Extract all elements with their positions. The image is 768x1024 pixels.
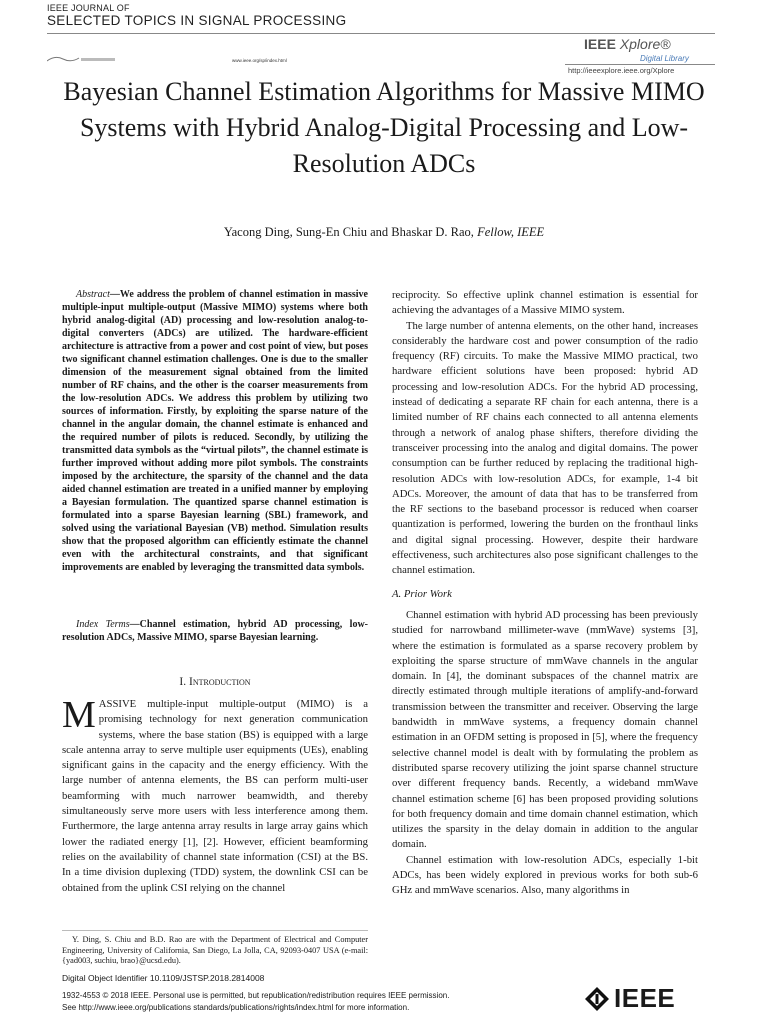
abstract	[62, 288, 368, 574]
signal-processing-society-logo	[47, 55, 117, 63]
xplore-brand: IEEE	[584, 36, 616, 52]
ieee-diamond-logo-icon	[584, 986, 610, 1012]
drop-cap: M	[62, 694, 96, 736]
journal-title: SELECTED TOPICS IN SIGNAL PROCESSING	[47, 13, 347, 28]
abstract-text: —We address the problem of channel estimation in massive multiple-input multiple-output (Massive MIMO) systems where both hybrid analog-digital (AD) processing and low-resolution analog-to-digital converters (ADCs) are utilized. The hardware-efficient architecture is attractive from a power and cost point of view, but poses two significant channel estimation challenges. One is due to the smaller dimension of the measurement signal obtained from the limited number of RF chains, and the other is the coarser measurements from the low-resolution ADCs. We address this problem by utilizing two sources of information. Firstly, by exploiting the sparse nature of the channel in the angular domain, the channel estimate is enhanced and the required number of pilots is reduced. Secondly, by utilizing the transmitted data symbols as the “virtual pilots”, the channel estimate is further improved without adding more pilot symbols. The constraints imposed by the architecture, the sparsity of the channel and the data aided channel estimation are treated in a unified manner by employing a Bayesian formulation. The quantized sparse channel estimation is formulated into a sparse Bayesian learning (SBL) framework, and solved using the variational Bayesian (VB) method. Simulation results show that the proposed algorithm can efficiently estimate the channel even with the architectural constraints, and that significant improvements are enabled by leveraging the transmitted data symbols.	[62, 289, 368, 573]
author-affiliation-footnote: Y. Ding, S. Chiu and B.D. Rao are with the Department of Electrical and Computer Engineering, University of California, San Diego, La Jolla, CA, 92093-0407 USA (e-mail: {yad003, suchiu, brao}@ucsd.edu).	[62, 935, 368, 966]
index-terms	[62, 618, 368, 644]
copyright-line-1: 1932-4553 © 2018 IEEE. Personal use is permitted, but republication/redistribution requires IEEE permission.	[62, 991, 450, 1000]
section-heading-introduction: I. Introduction	[179, 676, 251, 688]
ieee-xplore-logo[interactable]	[584, 36, 671, 52]
paragraph-low-res-prior: Channel estimation with low-resolution ADCs, especially 1-bit ADCs, has been widely explored in previous works for both sub-6 GHz and mmWave scenarios. Also, many algorithms in	[392, 853, 698, 897]
doi-line: Digital Object Identifier 10.1109/JSTSP.2018.2814008	[62, 973, 265, 983]
subsection-heading-prior-work: A. Prior Work	[392, 587, 452, 600]
intro-text: ASSIVE multiple-input multiple-output (MIMO) is a promising technology for next generation communication systems, where the base station (BS) is equipped with a large scale antenna array to serve multiple user equipments (UEs), enabling significant gains in the capacity and the energy efficiency. With the large number of antenna elements, the BS can perform multi-user beamforming with much narrower beamwidth, and thereby simultaneously serve more users with less interference among them. Furthermore, the large antenna array results in large array gains which lower the radiated energy [1], [2]. However, efficient beamforming relies on the availability of channel state information (CSI) at the BS. In a time division duplexing (TDD) system, the downlink CSI can be obtained from the uplink CSI relying on the channel	[62, 698, 368, 894]
copyright-line-2[interactable]: See http://www.ieee.org/publications standards/publications/rights/index.html for more information.	[62, 1003, 410, 1012]
right-column	[392, 288, 698, 899]
authors: Yacong Ding, Sung-En Chiu and Bhaskar D. Rao,	[223, 225, 474, 239]
copyright-notice	[62, 990, 449, 1014]
paragraph-hardware: The large number of antenna elements, on the other hand, increases considerably the hardware cost and power consumption of the radio frequency (RF) circuits. To make the Massive MIMO practical, two hardware efficient solutions have been proposed: hybrid AD processing and low-resolution ADCs. For the hybrid AD processing, instead of dedicating a separate RF chain for each antenna, there is a limited number of RF chains each connected to all antenna elements through a network of analog phase shifters, therefore dividing the transceiver processing into the analog and digital domains. The power consumption can be further reduced by replacing the traditional high-resolution ADCs with low-resolution ADCs, for example, 1-4 bit ADCs. Moreover, the amount of data that has to be transferred from the RF sections to the baseband processor is reduced when coarser quantization is performed, lowering the burden on the fronthaul links and digital signal processing. However, despite their hardware effectiveness, such architectures also pose significant challenges to the channel estimation.	[392, 319, 698, 577]
journal-small-label: IEEE JOURNAL OF	[47, 3, 130, 13]
xplore-divider	[565, 64, 715, 65]
index-terms-text: —Channel estimation, hybrid AD processing, low-resolution ADCs, Massive MIMO, sparse Bayesian learning.	[62, 619, 368, 643]
author-fellow-note: Fellow, IEEE	[477, 225, 545, 239]
header-divider	[47, 33, 715, 34]
xplore-url-link[interactable]: http://ieeexplore.ieee.org/Xplore	[568, 66, 675, 75]
paragraph-hybrid-prior: Channel estimation with hybrid AD processing has been previously studied for narrowband millimeter-wave (mmWave) systems [3], where the estimation is formulated as a sparse recovery problem by exploiting the sparse structure of mmWave channels in the angular domain. In [4], the dominant subspaces of the channel matrix are directly estimated through multiple iterations of amplify-and-forward transmission between the transmitter and receiver. Observing the large bandwidth in mmWave systems, a frequency domain channel estimation in an OFDM setting is proposed in [5], where the frequency selective channel model is dealt with by formulating the problem as distributed sparse recovery utilizing the joint sparse channel structure over different frequency bands. Recently, a wideband mmWave channel estimation scheme [6] has been proposed providing solutions for both frequency domain and time domain channel estimation, which utilizes the sparsity in the delay domain in addition to the angular domain.	[392, 608, 698, 851]
xplore-name: Xplore®	[619, 36, 671, 52]
xplore-subtitle: Digital Library	[640, 54, 689, 63]
society-url[interactable]: www.ieee.org/sp/index.html	[232, 58, 287, 63]
paragraph-reciprocity: reciprocity. So effective uplink channel estimation is essential for achieving the advantages of a Massive MIMO system.	[392, 289, 698, 317]
abstract-label: Abstract	[76, 289, 110, 300]
introduction-paragraph	[62, 694, 368, 896]
index-terms-label: Index Terms	[76, 619, 130, 630]
paper-title: Bayesian Channel Estimation Algorithms for Massive MIMO Systems with Hybrid Analog-Digital Processing and Low-Resolution ADCs	[63, 77, 705, 178]
footnote-divider	[62, 930, 368, 931]
author-line	[60, 225, 708, 240]
ieee-wordmark: IEEE	[614, 983, 676, 1013]
